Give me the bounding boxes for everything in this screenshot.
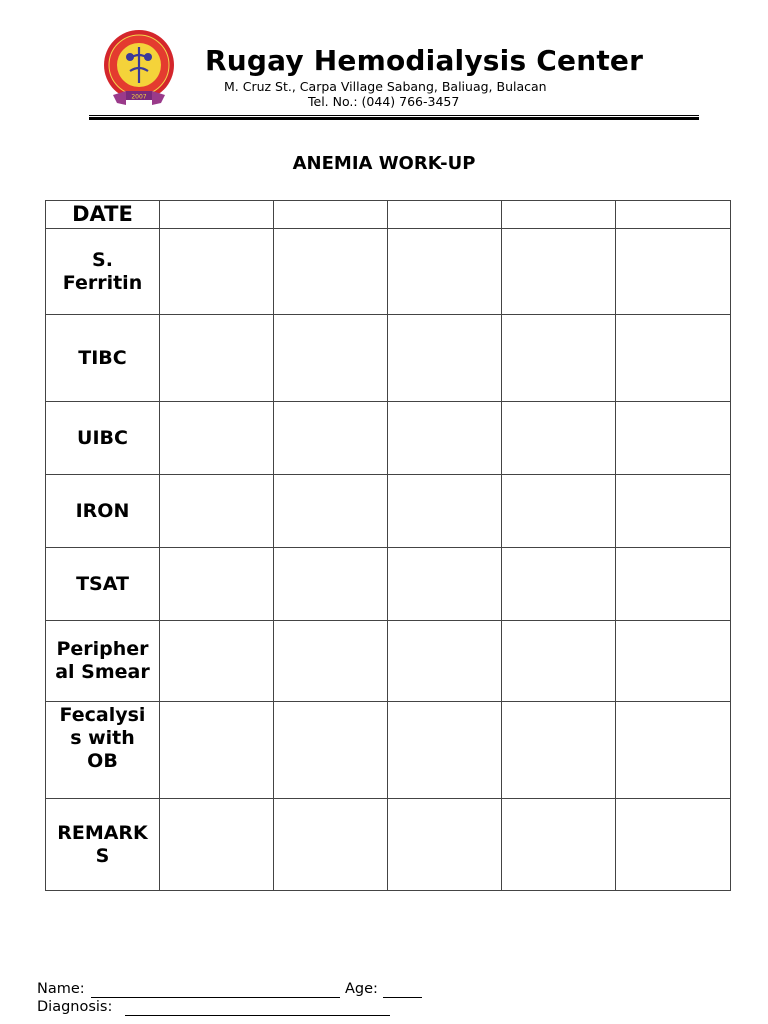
- clinic-name: Rugay Hemodialysis Center: [205, 44, 644, 77]
- table-row-date: [46, 201, 731, 229]
- table-cell[interactable]: [388, 229, 502, 315]
- date-cell[interactable]: [160, 201, 274, 229]
- table-row-tsat: [46, 548, 731, 621]
- table-row-remarks: [46, 799, 731, 891]
- table-cell[interactable]: [616, 799, 731, 891]
- row-label-tibc: [46, 315, 160, 402]
- row-label-peripheral-smear: [46, 621, 160, 702]
- name-label: Name:: [37, 981, 85, 997]
- header-rule-thick: [89, 117, 699, 120]
- table-cell[interactable]: [502, 702, 616, 799]
- table-cell[interactable]: [274, 799, 388, 891]
- table-cell[interactable]: [274, 475, 388, 548]
- clinic-address: M. Cruz St., Carpa Village Sabang, Baliuag, Bulacan: [224, 79, 547, 94]
- date-cell[interactable]: [274, 201, 388, 229]
- table-cell[interactable]: [274, 315, 388, 402]
- row-label-line: Fecalysi: [59, 704, 146, 726]
- age-label: Age:: [345, 981, 378, 997]
- table-cell[interactable]: [388, 799, 502, 891]
- row-label-line: OB: [87, 750, 118, 772]
- row-label-fecalysis: [46, 702, 160, 799]
- table-cell[interactable]: [502, 402, 616, 475]
- form-title: ANEMIA WORK-UP: [292, 153, 476, 174]
- table-cell[interactable]: [160, 402, 274, 475]
- table-cell[interactable]: [616, 621, 731, 702]
- table-cell[interactable]: [160, 548, 274, 621]
- table-cell[interactable]: [616, 475, 731, 548]
- diagnosis-label: Diagnosis:: [37, 999, 113, 1015]
- anemia-workup-table: [45, 200, 731, 891]
- table-cell[interactable]: [616, 548, 731, 621]
- row-label-line: al Smear: [55, 661, 150, 683]
- table-cell[interactable]: [502, 475, 616, 548]
- row-label-line: Peripher: [56, 638, 149, 660]
- age-field[interactable]: [383, 997, 422, 998]
- table-cell[interactable]: [160, 229, 274, 315]
- table-cell[interactable]: [160, 621, 274, 702]
- table-row-uibc: [46, 402, 731, 475]
- table-cell[interactable]: [388, 548, 502, 621]
- table-cell[interactable]: [616, 702, 731, 799]
- table-cell[interactable]: [502, 799, 616, 891]
- table-cell[interactable]: [616, 315, 731, 402]
- table-cell[interactable]: [388, 621, 502, 702]
- table-cell[interactable]: [388, 702, 502, 799]
- table-cell[interactable]: [274, 402, 388, 475]
- table-row-ferritin: [46, 229, 731, 315]
- table-cell[interactable]: [616, 229, 731, 315]
- table-cell[interactable]: [502, 548, 616, 621]
- row-label-line: TIBC: [78, 346, 127, 369]
- row-label-line: TSAT: [76, 572, 129, 595]
- table-cell[interactable]: [388, 402, 502, 475]
- row-label-line: S.: [92, 248, 113, 271]
- table-cell[interactable]: [388, 315, 502, 402]
- svg-text:2007: 2007: [131, 93, 147, 101]
- row-label-line: Ferritin: [62, 271, 143, 294]
- table-cell[interactable]: [274, 229, 388, 315]
- date-cell[interactable]: [388, 201, 502, 229]
- table-row-tibc: [46, 315, 731, 402]
- table-cell[interactable]: [388, 475, 502, 548]
- table-cell[interactable]: [274, 548, 388, 621]
- clinic-phone: Tel. No.: (044) 766-3457: [308, 94, 460, 109]
- table-cell[interactable]: [274, 702, 388, 799]
- row-label-line: REMARK: [57, 821, 148, 844]
- table-row-peripheral-smear: [46, 621, 731, 702]
- table-cell[interactable]: [160, 702, 274, 799]
- date-cell[interactable]: [502, 201, 616, 229]
- table-cell[interactable]: [502, 229, 616, 315]
- date-label: DATE: [46, 201, 160, 229]
- row-label-iron: [46, 475, 160, 548]
- table-cell[interactable]: [502, 315, 616, 402]
- row-label-line: IRON: [75, 499, 130, 522]
- table-cell[interactable]: [274, 621, 388, 702]
- row-label-line: S: [95, 844, 110, 867]
- date-cell[interactable]: [616, 201, 731, 229]
- name-field[interactable]: [91, 997, 340, 998]
- table-row-iron: [46, 475, 731, 548]
- row-label-ferritin: [46, 229, 160, 315]
- clinic-logo: [99, 29, 179, 114]
- row-label-remarks: [46, 799, 160, 891]
- table-cell[interactable]: [160, 799, 274, 891]
- row-label-uibc: [46, 402, 160, 475]
- row-label-line: s with: [70, 727, 135, 749]
- table-cell[interactable]: [616, 402, 731, 475]
- table-cell[interactable]: [160, 475, 274, 548]
- row-label-tsat: [46, 548, 160, 621]
- diagnosis-field[interactable]: [125, 1015, 390, 1016]
- row-label-line: UIBC: [77, 426, 128, 449]
- table-row-fecalysis: [46, 702, 731, 799]
- table-cell[interactable]: [160, 315, 274, 402]
- table-cell[interactable]: [502, 621, 616, 702]
- header-rule-thin: [89, 115, 699, 116]
